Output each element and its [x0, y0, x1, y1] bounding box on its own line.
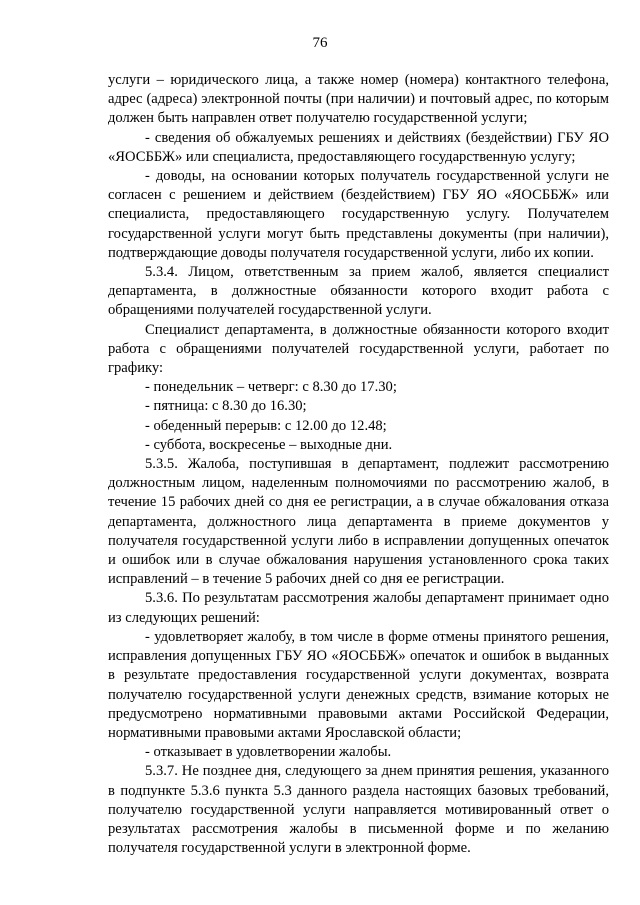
list-item: - понедельник – четверг: с 8.30 до 17.30; — [145, 379, 397, 396]
paragraph: - сведения об обжалуемых решениях и действиях (бездействии) ГБУ ЯО «ЯОСББЖ» или специалиста, предоставляющего государственную услугу; — [108, 129, 609, 165]
list-item: - пятница: с 8.30 до 16.30; — [145, 398, 307, 415]
list-item: - суббота, воскресенье – выходные дни. — [145, 436, 393, 453]
paragraph: - доводы, на основании которых получатель государственной услуги не согласен с решением и действием (бездействием) ГБУ ЯО «ЯОСББЖ» или специалиста, предоставляющего государственную услугу. Получателем государственной услуги могут быть представлены документы (при наличии), подтверждающие доводы получателя государственной услуги, либо их копии. — [108, 168, 609, 261]
list-item: - отказывает в удовлетворении жалобы. — [145, 744, 392, 761]
paragraph: услуги – юридического лица, а также номер (номера) контактного телефона, адрес (адреса) электронной почты (при наличии) и почтовый адрес, по которым должен быть направлен ответ получателю государственной услуги; — [108, 72, 609, 127]
page-number: 76 — [312, 35, 328, 51]
paragraph: 5.3.6. По результатам рассмотрения жалобы департамент принимает одно из следующих решений: — [108, 590, 609, 626]
paragraph: Специалист департамента, в должностные обязанности которого входит работа с обращениями получателей государственной услуги, работает по графику: — [108, 321, 609, 377]
paragraph: 5.3.4. Лицом, ответственным за прием жалоб, является специалист департамента, в должностные обязанности которого входит работа с обращениями получателей государственной услуги. — [108, 264, 609, 319]
list-item: - удовлетворяет жалобу, в том числе в форме отмены принятого решения, исправления допущенных ГБУ ЯО «ЯОСББЖ» опечаток и ошибок в выданных в результате предоставления государственной услуги документах, возврата получателю государственной услуги денежных средств, взимание которых не предусмотрено нормативными правовыми актами Российской Федерации, нормативными правовыми актами Ярославской области; — [108, 628, 609, 741]
document-body — [108, 71, 609, 858]
paragraph: 5.3.7. Не позднее дня, следующего за днем принятия решения, указанного в подпункте 5.3.6 пункта 5.3 данного раздела настоящих базовых требований, получателю государственной услуги направляется мотивированный ответ о результатах рассмотрения жалобы в письменной форме и по желанию получателя государственной услуги в электронной форме. — [108, 763, 609, 857]
paragraph: 5.3.5. Жалоба, поступившая в департамент, подлежит рассмотрению должностным лицом, наделенным полномочиями по рассмотрению жалоб, в течение 15 рабочих дней со дня ее регистрации, а в случае обжалования отказа департамента, должностного лица департамента в приеме документов у получателя государственной услуги либо в исправлении допущенных опечаток и ошибок или в случае обжалования нарушения установленного срока таких исправлений – в течение 5 рабочих дней со дня ее регистрации. — [108, 456, 609, 588]
list-item: - обеденный перерыв: с 12.00 до 12.48; — [145, 417, 387, 434]
